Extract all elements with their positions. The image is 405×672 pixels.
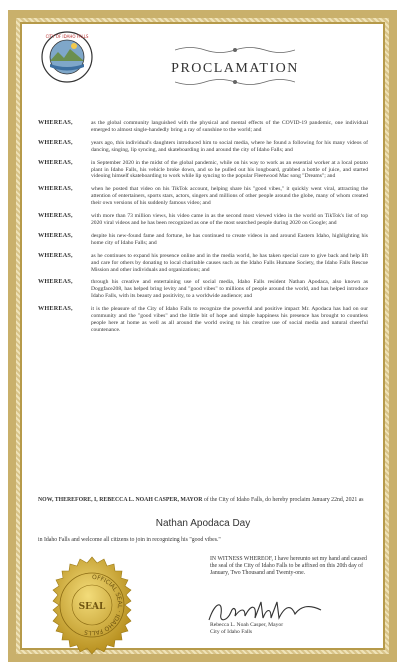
proclaim-lead: NOW, THEREFORE, I, REBECCA L. NOAH CASPER, MAYOR xyxy=(38,497,203,503)
gold-seal-ring-text: OFFICIAL SEAL · IDAHO FALLS xyxy=(83,573,124,637)
title-block xyxy=(110,45,360,87)
whereas-clause xyxy=(38,160,368,181)
clause-text: as the global community languished with the physical and mental effects of the COVID-19 pandemic, one individual emerged to almost single-handedly bring a ray of sunshine to the world; and xyxy=(91,120,368,133)
whereas-clauses xyxy=(38,120,368,340)
whereas-clause xyxy=(38,120,368,134)
scroll-ornament-icon xyxy=(175,45,295,55)
clause-text: through his creative and entertaining use of social media, Idaho Falls resident Nathan Apodaca, also known as Doggface208, has helped bring levity and "good vibes" to millions of people around the world, and has helped introduce Idaho Falls, with its beauty and positivity, to a worldwide audience; and xyxy=(91,279,368,300)
clause-label: WHEREAS, xyxy=(38,158,73,166)
clause-text: it is the pleasure of the City of Idaho Falls to recognize the powerful and positive impact Mr. Apodaca has had on our community and the "good vibes" and the little bit of hope and simple happiness his presence has brought to countless people here at home as well as all around the world owing to his creative use of social media and natural cheerful countenance. xyxy=(91,306,368,333)
clause-label: WHEREAS, xyxy=(38,185,73,193)
clause-text: as he continues to expand his presence online and in the media world, he has taken special care to give back and help lift and care for others by donating to local charitable causes such as the Idaho Falls Humane Society, the Idaho Falls Rescue Mission and other individuals and organizations; and xyxy=(91,252,368,273)
witness-text: IN WITNESS WHEREOF, I have hereunto set my hand and caused the seal of the City of Idaho Falls to be affixed on this 20th day of January, Two Thousand and Twenty-one. xyxy=(210,556,367,576)
clause-label: WHEREAS, xyxy=(38,278,73,286)
clause-label: WHEREAS, xyxy=(38,251,73,259)
clause-label: WHEREAS, xyxy=(38,138,73,146)
whereas-clause xyxy=(38,213,368,227)
whereas-clause xyxy=(38,306,368,334)
clause-text: years ago, this individual's daughters introduced him to social media, where he found a following for his many videos of dancing, singing, lip syncing, and skateboarding in and around the city of Idaho Falls; and xyxy=(91,139,368,153)
city-seal-icon xyxy=(40,30,94,84)
whereas-clause xyxy=(38,253,368,274)
clause-text: when he posted that video on his TikTok account, helping share his "good vibes," it quickly went viral, attracting the attention of entertainers, sports stars, actors, singers and millions of other people around the globe, many of whom created their own versions of his suddenly famous video; and xyxy=(91,186,368,207)
clause-label: WHEREAS, xyxy=(38,231,73,239)
mayor-org: City of Idaho Falls xyxy=(210,628,253,635)
city-seal-ring-text: CITY OF IDAHO FALLS xyxy=(45,34,89,39)
page-title: PROCLAMATION xyxy=(171,61,299,76)
scroll-ornament-icon xyxy=(175,77,295,87)
signature-caption xyxy=(210,622,350,636)
whereas-clause xyxy=(38,279,368,300)
whereas-clause xyxy=(38,140,368,154)
clause-label: WHEREAS, xyxy=(38,305,73,313)
invite-text: in Idaho Falls and welcome all citizens to join in recognizing his "good vibes." xyxy=(38,537,221,543)
whereas-clause xyxy=(38,233,368,247)
clause-label: WHEREAS, xyxy=(38,119,73,126)
whereas-clause xyxy=(38,186,368,207)
proclamation-statement xyxy=(38,497,368,504)
gold-seal-center-text: SEAL xyxy=(78,602,106,612)
clause-text: with more than 73 million views, his video came in as the second most viewed video in the world on TikTok's list of top 2020 viral videos and he has been recognized as one of the most searched people during 2020 on Google; and xyxy=(91,213,368,226)
honoree-title: Nathan Apodaca Day xyxy=(155,518,251,529)
gold-seal-icon xyxy=(42,555,142,655)
proclaim-rest: of the City of Idaho Falls, do hereby proclaim January 22nd, 2021 as xyxy=(202,497,364,503)
clause-text: despite his new-found fame and fortune, he has continued to create videos in and around Eastern Idaho, highlighting his home city of Idaho Falls; and xyxy=(91,232,368,246)
mayor-name: Rebecca L. Noah Casper, Mayor xyxy=(210,622,284,628)
clause-text: in September 2020 in the midst of the global pandemic, while on his way to work as an essential worker at a local potato plant in Idaho Falls, his vehicle broke down, and so he pulled out his longboard, grabbed a bottle of juice, and started videoing himself skateboarding to work while lip syncing to the popular Fleetwood Mac song "Dreams"; and xyxy=(91,159,368,180)
clause-label: WHEREAS, xyxy=(38,212,73,220)
